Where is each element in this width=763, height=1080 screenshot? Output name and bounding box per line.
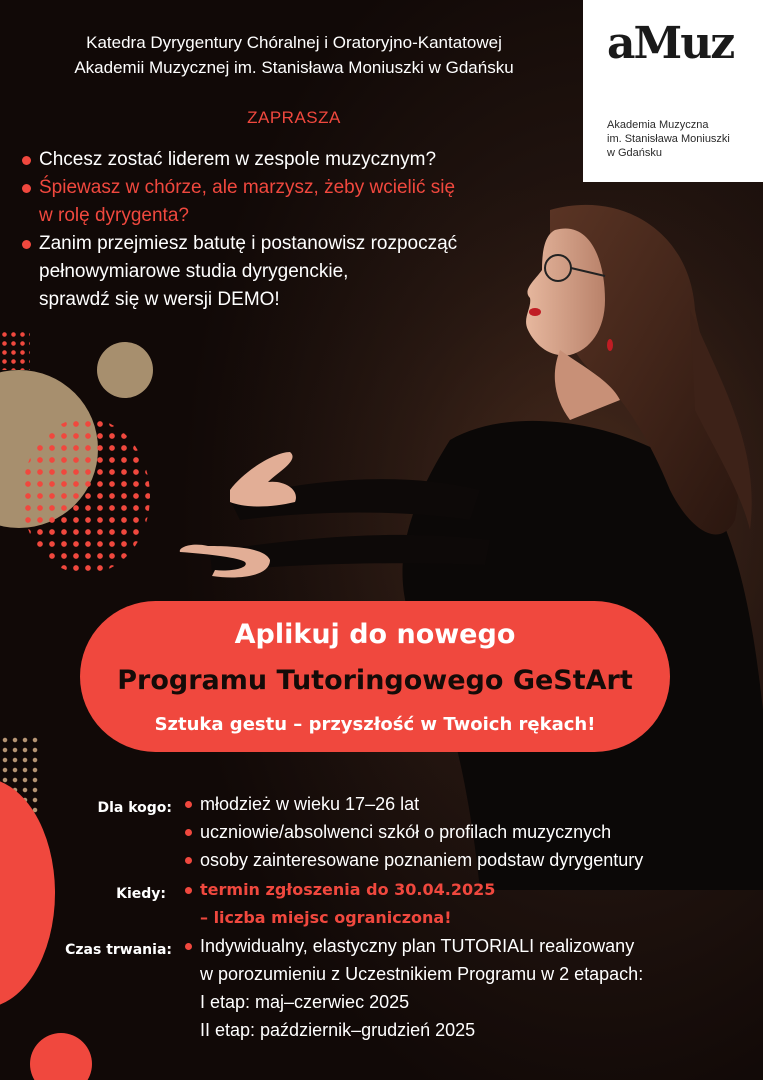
bullet-dot-icon [22,184,31,193]
department-header [0,30,588,80]
when-label: Kiedy: [116,886,166,902]
dot-pattern-top-decoration [0,330,30,370]
logo-box [583,0,763,182]
duration-stage-1: I etap: maj–czerwiec 2025 [200,992,410,1012]
intro-bullet-highlight [22,174,542,230]
banner-line-program: Programu Tutoringowego GeStArt [117,665,633,696]
program-banner [80,601,670,752]
intro-text: Śpiewasz w chórze, ale marzysz, żeby wcielić się [39,177,456,198]
who-label: Dla kogo: [97,800,172,816]
intro-text: Chcesz zostać liderem w zespole muzycznym? [39,149,437,170]
logo-caption-line: w Gdańsku [607,147,663,159]
bullet-dot-icon [185,887,192,894]
amuz-logo: aMuz [607,18,734,69]
red-circle-bottom-decoration [30,1033,92,1080]
bullet-dot-icon [185,801,192,808]
intro-text: pełnowymiarowe studia dyrygenckie, [39,261,349,282]
duration-line: w porozumieniu z Uczestnikiem Programu w 2 etapach: [200,964,644,984]
when-deadline: termin zgłoszenia do 30.04.2025 [200,876,495,904]
bullet-dot-icon [185,943,192,950]
red-dot-circle-decoration [22,418,150,574]
who-item: uczniowie/absolwenci szkół o profilach muzycznych [200,818,611,846]
intro-text: w rolę dyrygenta? [39,205,189,226]
intro-bullet [22,146,542,174]
intro-text: sprawdź się w wersji DEMO! [39,289,280,310]
banner-tagline: Sztuka gestu – przyszłość w Twoich rękach! [154,714,596,735]
bullet-dot-icon [22,240,31,249]
intro-text: Zanim przejmiesz batutę i postanowisz rozpocząć [39,233,458,254]
logo-caption-line: Akademia Muzyczna [607,119,709,131]
bullet-dot-icon [185,857,192,864]
who-item: młodzież w wieku 17–26 lat [200,790,419,818]
academy-line: Akademii Muzycznej im. Stanisława Moniuszki w Gdańsku [74,58,514,77]
logo-caption [607,118,730,160]
invite-heading: ZAPRASZA [247,108,341,127]
department-line: Katedra Dyrygentury Chóralnej i Oratoryjno-Kantatowej [86,33,502,52]
bullet-dot-icon [185,829,192,836]
who-item: osoby zainteresowane poznaniem podstaw dyrygentury [200,846,643,874]
tan-circle-small-decoration [97,342,153,398]
duration-line: Indywidualny, elastyczny plan TUTORIALI realizowany [200,932,634,960]
when-note: – liczba miejsc ograniczona! [200,908,452,927]
intro-list [22,146,542,314]
duration-label: Czas trwania: [65,942,172,958]
banner-line-apply: Aplikuj do nowego [234,619,516,650]
duration-stage-2: II etap: październik–grudzień 2025 [200,1020,476,1040]
bullet-dot-icon [22,156,31,165]
logo-caption-line: im. Stanisława Moniuszki [607,133,730,145]
intro-bullet [22,230,542,314]
